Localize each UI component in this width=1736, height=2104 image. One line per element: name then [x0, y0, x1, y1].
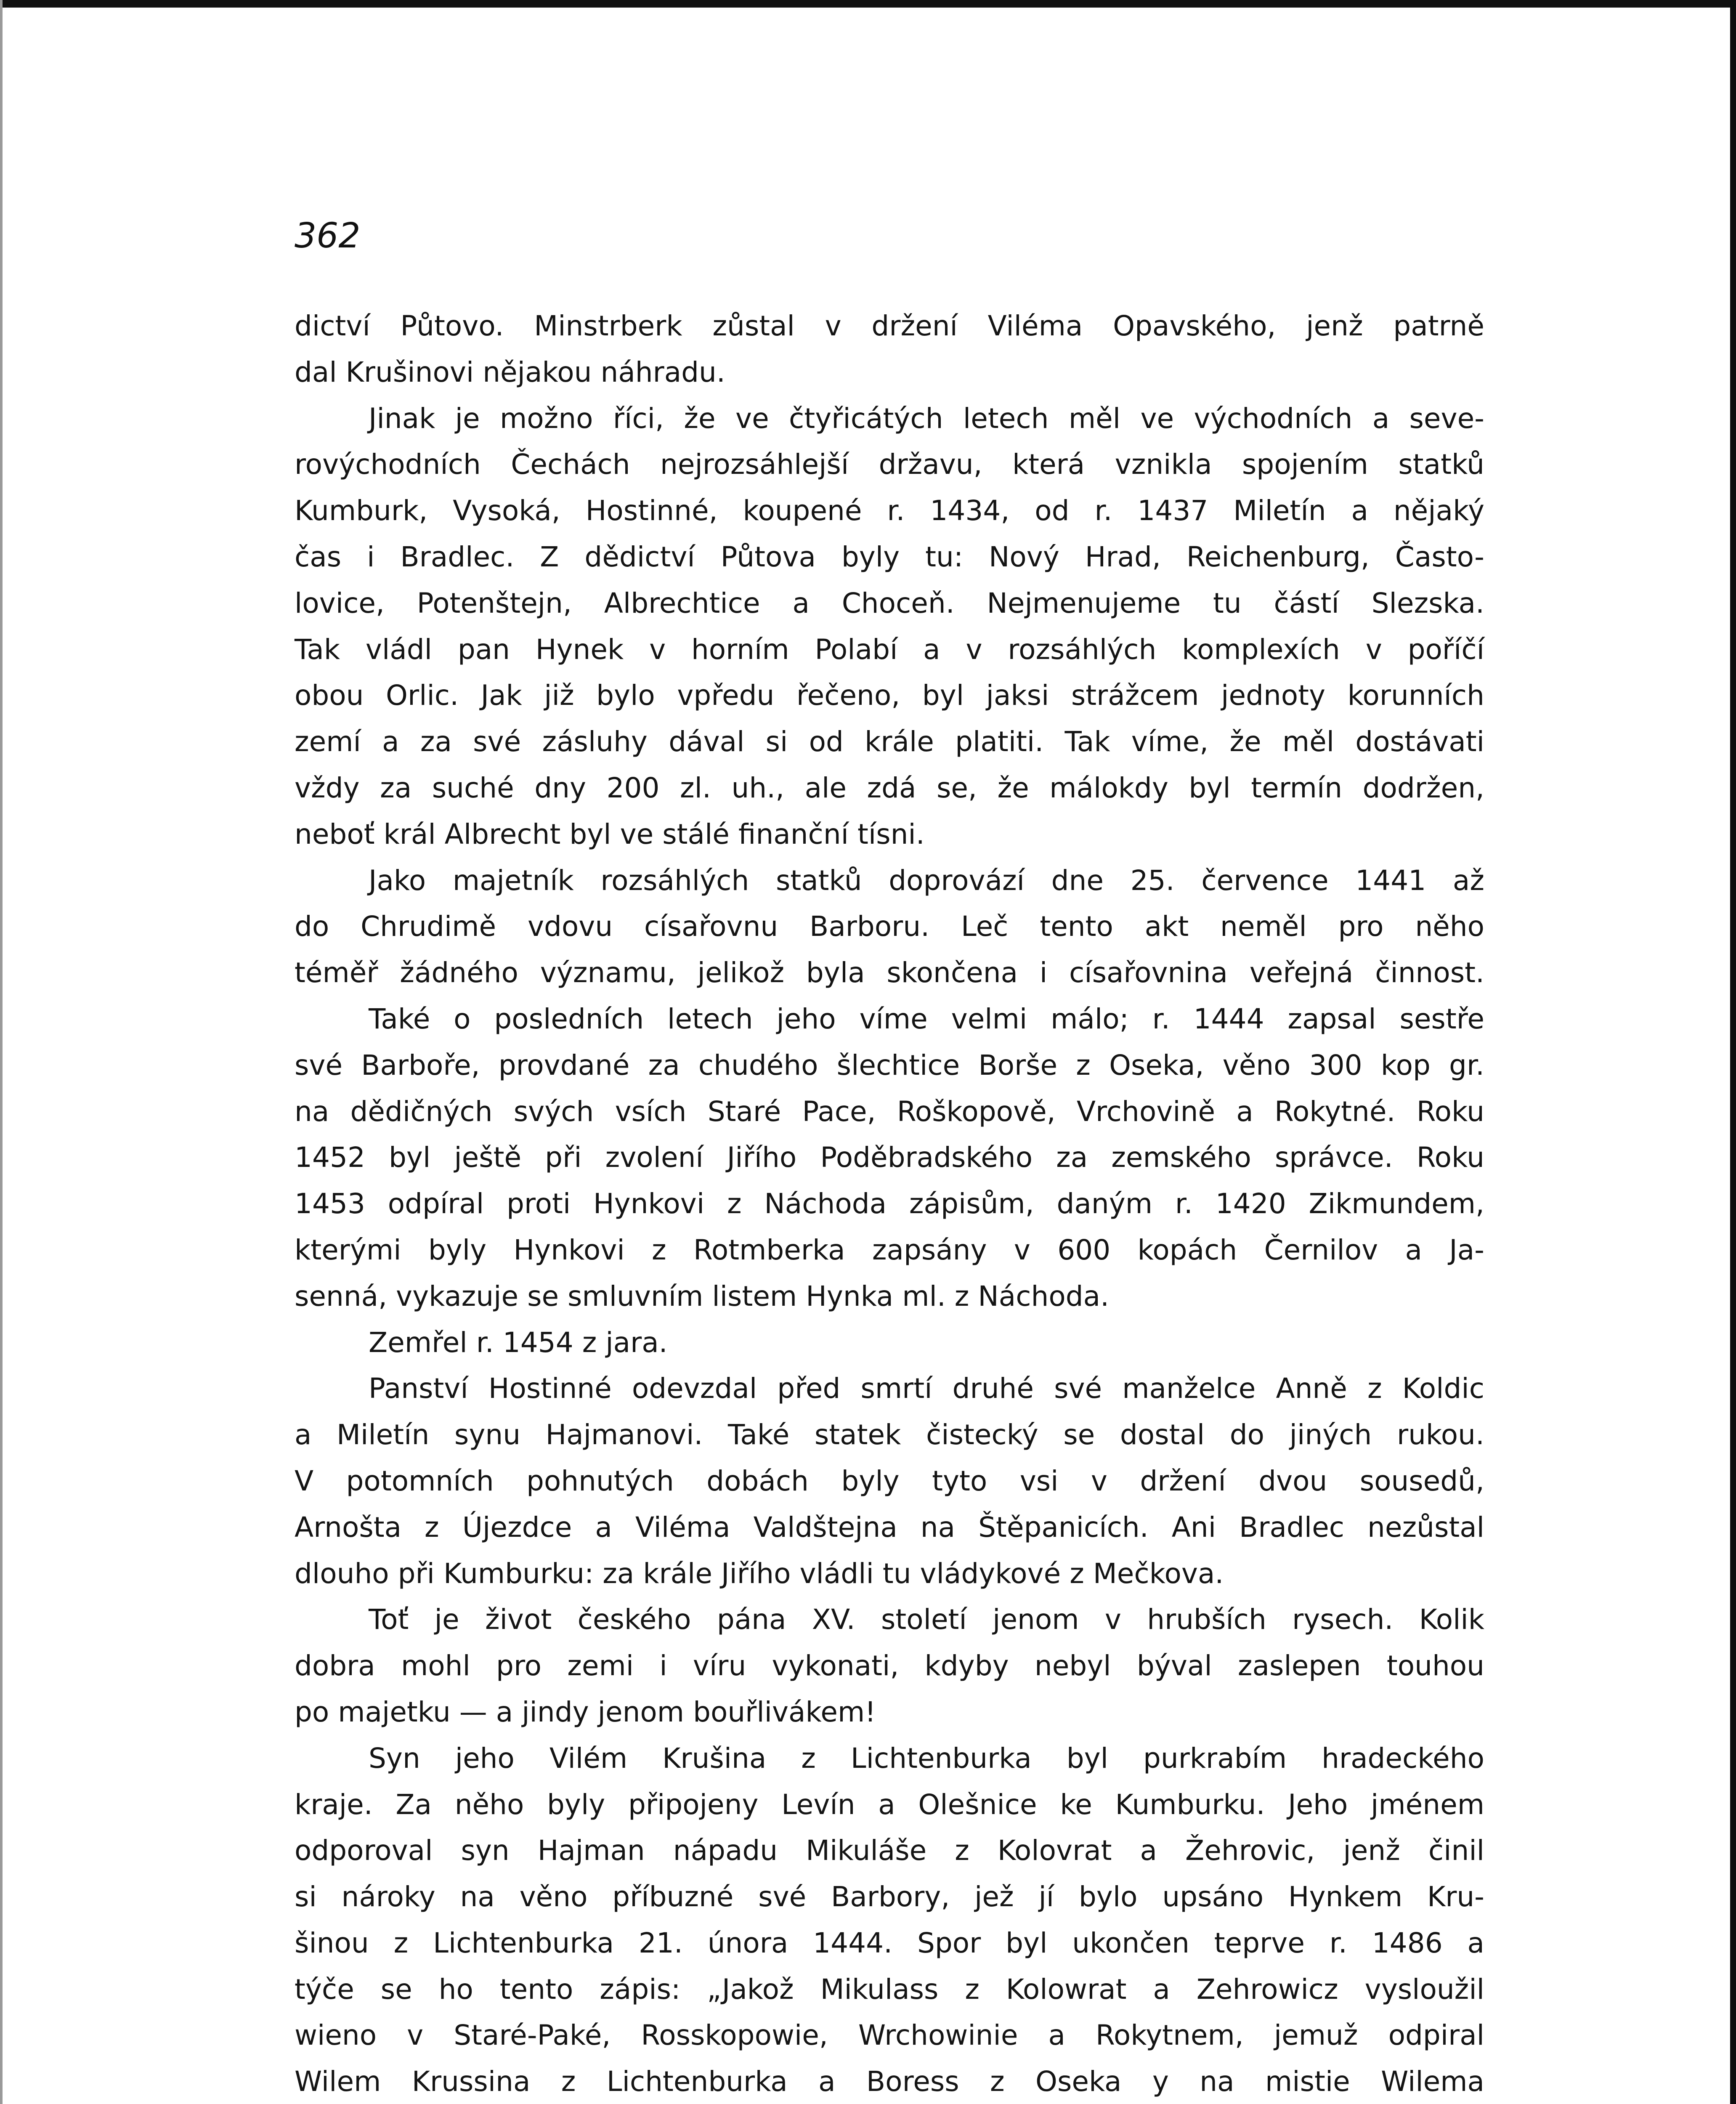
text-line: na dědičných svých vsích Staré Pace, Roškopově, Vrchovině a Rokytné. Roku: [295, 1095, 1484, 1128]
text-line: Jinak je možno říci, že ve čtyřicátých letech měl ve východních a seve-: [369, 402, 1484, 435]
text-line: Wilem Krussina z Lichtenburka a Boress z Oseka y na mistie Wilema: [295, 2065, 1484, 2098]
scan-edge-top: [0, 0, 1736, 8]
text-line: V potomních pohnutých dobách byly tyto vsi v držení dvou sousedů,: [295, 1464, 1484, 1497]
scan-edge-left: [0, 0, 3, 2104]
text-line: si nároky na věno příbuzné své Barbory, jež jí bylo upsáno Hynkem Kru-: [295, 1881, 1484, 1913]
scan-edge-right: [1730, 0, 1736, 2104]
text-line: své Barboře, provdané za chudého šlechtice Borše z Oseka, věno 300 kop gr.: [295, 1049, 1484, 1081]
text-line: dobra mohl pro zemi i víru vykonati, kdyby nebyl býval zaslepen touhou: [295, 1650, 1484, 1682]
text-line: obou Orlic. Jak již bylo vpředu řečeno, byl jaksi strážcem jednoty korunních: [295, 679, 1484, 712]
text-line: zemí a za své zásluhy dával si od krále platiti. Tak víme, že měl dostávati: [295, 725, 1484, 758]
text-line: dlouho při Kumburku: za krále Jiřího vládli tu vládykové z Mečkova.: [295, 1557, 1224, 1590]
text-line: 1452 byl ještě při zvolení Jiřího Poděbradského za zemského správce. Roku: [295, 1141, 1484, 1174]
text-line: senná, vykazuje se smluvním listem Hynka ml. z Náchoda.: [295, 1280, 1110, 1312]
text-line: Syn jeho Vilém Krušina z Lichtenburka byl purkrabím hradeckého: [369, 1742, 1484, 1775]
text-line: téměř žádného významu, jelikož byla skončena i císařovnina veřejná činnost.: [295, 956, 1484, 989]
page-number: 362: [295, 216, 361, 256]
text-line: dal Krušinovi nějakou náhradu.: [295, 356, 725, 388]
text-line: Toť je život českého pána XV. století jenom v hrubších rysech. Kolik: [369, 1603, 1484, 1636]
text-line: týče se ho tento zápis: „Jakož Mikulass z Kolowrat a Zehrowicz vysloužil: [295, 1973, 1484, 2006]
body-text: [295, 303, 1484, 2104]
text-line: 1453 odpíral proti Hynkovi z Náchoda zápisům, daným r. 1420 Zikmundem,: [295, 1187, 1484, 1220]
text-line: Arnošta z Újezdce a Viléma Valdštejna na Štěpanicích. Ani Bradlec nezůstal: [295, 1511, 1484, 1543]
text-line: Tak vládl pan Hynek v horním Polabí a v rozsáhlých komplexích v poříčí: [295, 633, 1484, 666]
text-line: do Chrudimě vdovu císařovnu Barboru. Leč tento akt neměl pro něho: [295, 910, 1484, 943]
text-line: a Miletín synu Hajmanovi. Také statek čistecký se dostal do jiných rukou.: [295, 1419, 1484, 1451]
text-line: Zemřel r. 1454 z jara.: [369, 1326, 668, 1359]
text-line: lovice, Potenštejn, Albrechtice a Choceň. Nejmenujeme tu částí Slezska.: [295, 587, 1484, 619]
text-line: po majetku — a jindy jenom bouřlivákem!: [295, 1695, 876, 1728]
text-line: kraje. Za něho byly připojeny Levín a Olešnice ke Kumburku. Jeho jménem: [295, 1788, 1484, 1821]
text-line: Jako majetník rozsáhlých statků doprovází dne 25. července 1441 až: [369, 864, 1484, 897]
text-line: dictví Půtovo. Minstrberk zůstal v držení Viléma Opavského, jenž patrně: [295, 310, 1484, 342]
text-line: Také o posledních letech jeho víme velmi málo; r. 1444 zapsal sestře: [369, 1002, 1484, 1035]
text-line: neboť král Albrecht byl ve stálé finanční tísni.: [295, 818, 925, 850]
text-line: Panství Hostinné odevzdal před smrtí druhé své manželce Anně z Koldic: [369, 1372, 1484, 1405]
text-line: kterými byly Hynkovi z Rotmberka zapsány v 600 kopách Černilov a Ja-: [295, 1233, 1484, 1266]
text-line: čas i Bradlec. Z dědictví Půtova byly tu: Nový Hrad, Reichenburg, Často-: [295, 540, 1484, 573]
text-line: rovýchodních Čechách nejrozsáhlejší državu, která vznikla spojením statků: [295, 448, 1484, 481]
text-line: Kumburk, Vysoká, Hostinné, koupené r. 1434, od r. 1437 Miletín a nějaký: [295, 494, 1484, 527]
text-line: šinou z Lichtenburka 21. února 1444. Spor byl ukončen teprve r. 1486 a: [295, 1926, 1484, 1959]
text-line: odporoval syn Hajman nápadu Mikuláše z Kolovrat a Žehrovic, jenž činil: [295, 1834, 1484, 1867]
text-line: wieno v Staré-Paké, Rosskopowie, Wrchowinie a Rokytnem, jemuž odpiral: [295, 2019, 1484, 2052]
text-line: vždy za suché dny 200 zl. uh., ale zdá se, že málokdy byl termín dodržen,: [295, 771, 1484, 804]
